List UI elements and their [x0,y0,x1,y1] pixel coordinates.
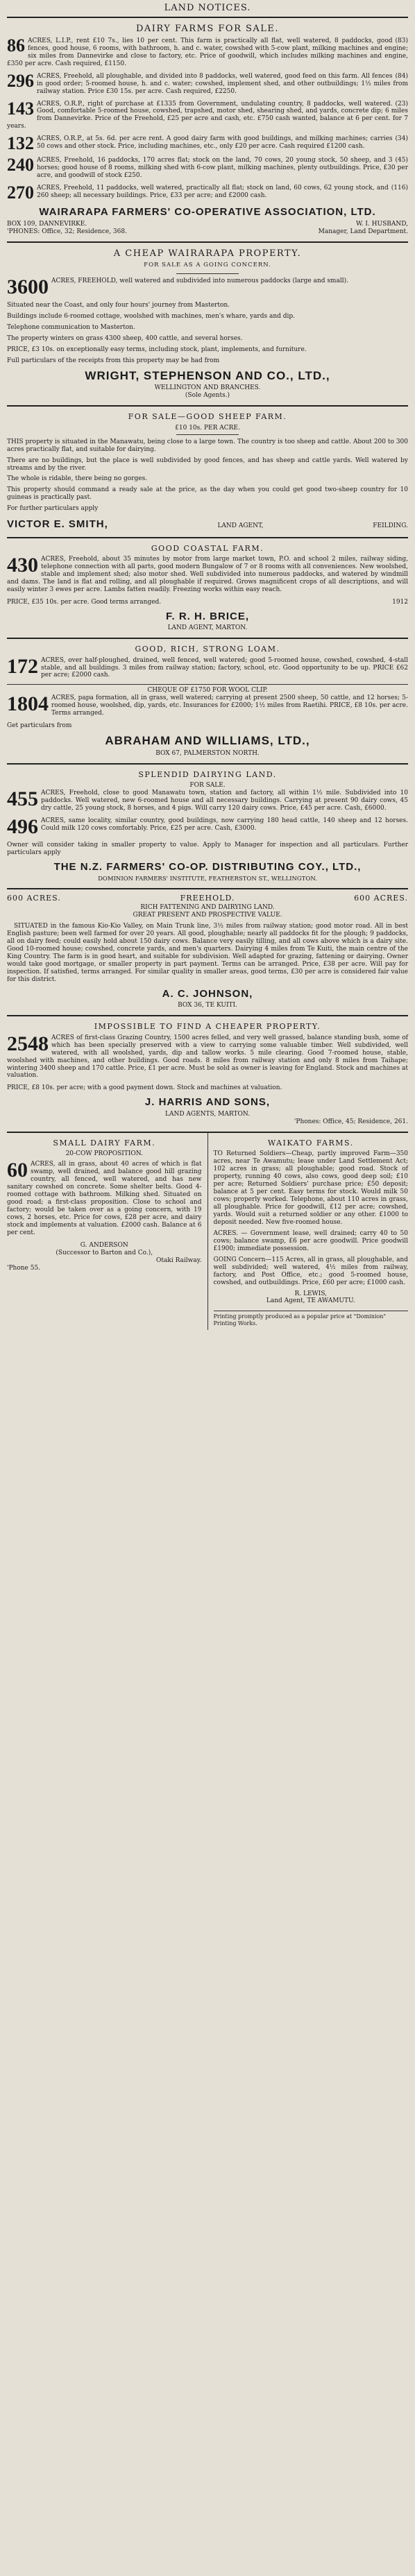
freehold-subheading: GREAT PRESENT AND PROSPECTIVE VALUE. [133,912,282,919]
paragraph: Buildings include 6-roomed cottage, woolshed with machines, men's whare, yards and dip. [7,312,296,320]
listing-text: ACRES, O.R.P., at 5s. 6d. per acre rent. A good dairy farm with good buildings, and milking machines; carries 50 cows and other stock. Price, including machines, etc., only £20 per acre. Cash required £1200 cash. [37,135,393,151]
sheep-subheading: £10 10s. PER ACRE. [175,424,240,432]
sheep-agent-title: LAND AGENT, [217,522,264,530]
paragraph: This property should command a ready sale at the price, as the day when you could get good two-sheep country for 10 guineas is practically past. [7,486,408,502]
paragraph: PRICE, £8 10s. per acre; with a good payment down. Stock and machines at valuation. [7,1084,282,1092]
rich-firm-name: ABRAHAM AND WILLIAMS, LTD., [105,734,310,748]
listing-text: ACRES, Freehold, about 35 minutes by motor from large market town, P.O. and school 2 miles, railway siding, telephone connection with all parts, good modern Bungalow of 7 or 8 rooms with all conveniences. New woolshed, stable and implement shed; also motor shed. Well subdivided into numerous paddocks, and watered by windmill and dams. The land is flat and rolling, and all ploughable if required. Grows magnificent crops of all descriptions, and will easily winter 3 ewes per acre. Lambs fatten readily. Freezing works within easy reach. [7,556,408,593]
listing-acres: 86 [7,35,25,56]
listing [7,275,408,298]
freehold-mid: FREEHOLD. [180,893,235,903]
freehold-box: BOX 36, TE KUITI. [178,1002,237,1009]
listing-text: ACRES, same locality, similar country, good buildings, now carrying 180 head cattle, 140 sheep and 12 horses. Could milk 120 cows comfortably. Price, £25 per acre. Cash, £3000. [41,817,408,833]
coastal-ref: 1912 [392,598,408,606]
waikato-firm-title: Land Agent, TE AWAMUTU. [266,1297,355,1305]
wairarapa-agents: (Sole Agents.) [185,392,230,400]
listing [7,817,408,837]
divider [176,273,239,274]
wairarapa-branch: WELLINGTON AND BRANCHES. [154,384,261,392]
listing-acres: 172 [7,654,38,678]
listing [7,157,408,180]
impossible-section [7,1015,408,1131]
listing-text: ACRES of first-class Grazing Country, 1500 acres felled, and very well grassed, balance standing bush, some of which has been specially preserved with a view to carrying some valuable timber. Well subdivided, well watered, with all woolshed, yards, dip and tallow works. 5 mile clearing. Good 7-roomed house, stable, woolshed with machines, and other buildings. Good roads. 8 miles from railway station and only 8 miles from Taihape; wintering 3400 sheep and 170 cattle. Price, £1 per acre. Must be sold as owner is leaving for England. Stock and machines at valuation. [7,1034,408,1080]
small-dairy-column [7,1133,208,1330]
wairarapa-section [7,241,408,406]
impossible-heading: IMPOSSIBLE TO FIND A CHEAPER PROPERTY. [94,1022,321,1032]
splendid-dairying-section [7,763,408,888]
small-dairy-phone: 'Phone 55. [7,1264,41,1272]
dairy-phones: 'PHONES: Office, 32; Residence, 368. [7,228,127,235]
listing [7,135,408,152]
dairy-heading: DAIRY FARMS FOR SALE. [135,23,280,34]
rich-box: BOX 67, PALMERSTON NORTH. [155,750,260,758]
listing [7,37,408,68]
listing [7,1161,202,1237]
paragraph: Telephone communication to Masterton. [7,323,135,331]
listing-acres: 240 [7,155,34,176]
small-dairy-town: Otaki Railway. [156,1256,202,1264]
listing-text: ACRES, papa formation, all in grass, well watered; carrying at present 2500 sheep, 50 cattle, and 12 horses; 5-roomed house, woolshed, dip, yards, etc. Insurances for £2000; 1½ miles from Raetihi. PRICE, £8 10s. per acre. Terms arranged. [51,694,408,717]
impossible-firm-title: LAND AGENTS, MARTON. [164,1110,250,1118]
coastal-price-row [7,599,408,606]
freehold-right: 600 ACRES. [354,893,408,903]
listing-ref: (45) [395,157,408,164]
sheep-signature [7,518,408,531]
sheep-agent: VICTOR E. SMITH, [7,518,108,531]
listing-text: ACRES, FREEHOLD, well watered and subdivided into numerous paddocks (large and small). [51,277,348,284]
small-dairy-heading: SMALL DAIRY FARM. [53,1138,156,1148]
waikato-heading: WAIKATO FARMS. [267,1138,354,1148]
freehold-firm-name: A. C. JOHNSON, [162,987,253,1000]
coastal-firm-name: F. R. H. BRICE, [165,610,249,622]
paragraph: ACRES. — Government lease, well drained; carry 40 to 50 cows; balance swamp, £6 per acre goodwill. Price goodwill £1900; immediate possession. [213,1229,408,1252]
listing [7,182,408,203]
listing-text: ACRES, all in grass, about 40 acres of which is flat swamp, well drained, and balance good hill grazing country, all fenced, well watered, and has new sanitary cowshed on concrete. Some shelter belts. Good 4-roomed cottage with bathroom. Milking shed. Situated on good road; a first-class proposition. Close to school and factory; would be taken over as a going concern, with 19 cows, 2 horses, etc. Price for cows, £28 per acre, and dairy stock and implements at valuation. £2000 cash. Balance at 6 per cent. [7,1161,202,1236]
listing-text: ACRES, Freehold, all ploughable, and divided into 8 paddocks, well watered, good feed on this farm. All fences in good order; 5-roomed house, h. and c. water; cowshed, implement shed, and other outbuildings; 1½ miles from railway station. Price £30 15s. per acre. Cash required, £2250. [37,72,408,95]
listing-acres: 296 [7,70,34,91]
paragraph: The whole is ridable, there being no gorges. [7,475,148,483]
listing-acres: 60 [7,1159,28,1182]
listing-acres: 430 [7,554,38,577]
sheep-heading: FOR SALE—GOOD SHEEP FARM. [128,412,287,422]
impossible-phones: 'Phones: Office, 45; Residence, 261. [294,1118,408,1125]
listing [7,98,408,131]
listing-text: ACRES, Freehold, 16 paddocks, 170 acres flat; stock on the land, 70 cows, 20 young stock, 50 sheep, and 3 horses; good house of 8 rooms, milking shed with 6-cow plant, milking machines, plenty outbuildings. Price, £30 per acre, and goodwill of stock £250. [37,157,408,180]
listing [7,1034,408,1080]
listing-acres: 496 [7,815,38,839]
dairy-firm-name: WAIRARAPA FARMERS' CO-OPERATIVE ASSOCIATION, LTD. [39,206,376,219]
divider [176,434,239,435]
paragraph: The property winters on grass 4300 sheep, 400 cattle, and several horses. [7,334,243,342]
classifieds-page [7,0,408,1330]
wairarapa-firm-name: WRIGHT, STEPHENSON AND CO., LTD., [85,368,330,382]
listing-text: ACRES, Freehold, close to good Manawatu town, station and factory, all within 1½ mile. Subdivided into 10 paddocks. Well watered, new 6-roomed house and all necessary buildings. Carrying at present 90 dairy cows, 45 dry cattle, 25 young stock, 8 horses, and 4 pigs. Will carry 120 dairy cows. Price, £45 per acre. Cash, £6000. [41,790,408,812]
paragraph: GOING Concern—115 Acres, all in grass, all ploughable, and well subdivided; well watered, 4½ miles from railway, factory, and Post Office, etc.; good 5-roomed house, cowshed, and outbuildings. Price, £60 per acre; £1000 cash. [213,1256,408,1286]
coastal-heading: GOOD COASTAL FARM. [151,543,264,553]
paragraph: TO Returned Soldiers—Cheap, partly improved Farm—350 acres, near Te Awamutu; lease under Land Settlement Act; 102 acres in grass; all ploughable; good road. Stock of property, running 40 cows, also cows, good deep soil; £10 per acre; Returned Soldiers' purchase price; £50 deposit; balance at 5 per cent. Easy terms for stock. Would milk 50 cows; properly worked. Telephone, about 110 acres in grass, all ploughable. Price for goodwill, £12 per acre; cowshed, yards. Would suit a returned soldier or any other. £1000 to deposit needed. New five-roomed house. [213,1150,408,1226]
dairy-manager: W. I. HUSBAND, [355,220,408,228]
paragraph: SITUATED in the famous Kio-Kio Valley, on Main Trunk line, 3½ miles from railway station; good motor road. All in best English pasture; been well farmed for over 20 years. All good, ploughable; nearly all paddocks fit for the plough; 9 paddocks, all on dairy feed; could easily hold about 150 dairy cows. Balance very easily tilling, and all cows above which is a dairy site. Good 10-roomed house; cowshed, concrete yards, and men's quarters. Dairying 4 miles from Te Kuiti, the main centre of the King Country. The farm is in good heart, and suitable for subdivision. Well adapted for grazing, fattening or dairying. Owner would take good mortgage, or smaller property in part payment. Terms can be arranged. Price, £38 per acre. Will pay for inspection. If satisfied, terms arranged. For similar quality in smaller areas, good terms, £30 per acre is considered fair value for this district. [7,923,408,983]
dairy-box: BOX 109, DANNEVIRKE. [7,220,87,228]
impossible-firm-name: J. HARRIS AND SONS, [144,1096,271,1109]
listing-acres: 143 [7,98,34,119]
freehold-left: 600 ACRES. [7,893,61,903]
dairy-firm-contacts [7,221,408,236]
splendid-heading: SPLENDID DAIRYING LAND. [138,769,277,779]
rich-heading: GOOD, RICH, STRONG LOAM. [135,645,280,654]
freehold-heading: RICH FATTENING AND DAIRYING LAND. [140,904,275,912]
listing [7,556,408,594]
listing-ref: (83) [395,37,408,44]
small-dairy-firm: G. ANDERSON [80,1241,128,1249]
sheep-agent-town: FEILDING. [373,522,408,530]
paragraph: THIS property is situated in the Manawatu, being close to a large town. The country is too sheep and cattle. About 200 to 300 acres practically flat, and suitable for dairying. [7,438,408,453]
listing-acres: 3600 [7,275,49,298]
masthead: LAND NOTICES. [164,3,251,13]
listing [7,654,408,680]
dairy-manager-title: Manager, Land Department. [318,228,408,235]
waikato-firm: R. LEWIS, [294,1290,328,1297]
freehold-heading-row [7,894,408,903]
rich-cheque-heading: CHEQUE OF £1750 FOR WOOL CLIP. [7,684,408,694]
listing-ref: (84) [395,72,408,80]
coastal-firm-title: LAND AGENT, MARTON. [167,624,248,632]
listing [7,787,408,812]
listing-ref: (34) [395,135,408,143]
listing-ref: (23) [395,100,408,108]
listing-text: ACRES, O.R.P., right of purchase at £1335 from Government, undulating country, 8 paddocks, well watered. Good, comfortable 5-roomed house, cowshed, trapshed, motor shed, shearing shed, and yards, concrete dip; 6 miles from Dannevirke. Price of the Freehold, £25 per acre and cash, etc. £750 cash wanted, balance at 6 per cent. for 7 years. [7,100,408,130]
small-dairy-firm-title: (Successor to Barton and Co.), [56,1249,153,1256]
paragraph: PRICE, £3 10s. on exceptionally easy terms, including stock, plant, implements, and furniture. [7,346,307,353]
printing-notice: Printing promptly produced as a popular price at "Dominion" Printing Works. [214,1311,409,1327]
listing-acres: 270 [7,182,34,203]
splendid-branch: DOMINION FARMERS' INSTITUTE, FEATHERSTON ST., WELLINGTON. [98,875,317,882]
paragraph: For further particulars apply [7,505,99,513]
wairarapa-heading: A CHEAP WAIRARAPA PROPERTY. [113,248,302,259]
paragraph: Get particulars from [7,722,72,730]
listing-text: ACRES, over half-ploughed, drained, well fenced, well watered; good 5-roomed house, cowshed, cowshed, 4-stall stable, and all buildings. 3 miles from railway station; factory, school, etc. Good opportunity to be up. PRICE £62 per acre; £2000 cash. [41,656,408,679]
listing [7,694,408,717]
waikato-column [208,1133,409,1330]
listing-acres: 1804 [7,692,49,716]
small-dairy-subheading: 20-COW PROPOSITION. [65,1150,143,1158]
coastal-farm-section [7,537,408,638]
listing-acres: 2548 [7,1032,49,1055]
paragraph: Owner will consider taking in smaller property to value. Apply to Manager for inspection and all particulars. Further particulars apply [7,842,408,857]
splendid-firm-name: THE N.Z. FARMERS' CO-OP. DISTRIBUTING COY., LTD., [53,861,362,873]
paragraph: There are no buildings, but the place is well subdivided by good fences, and has sheep and cattle yards. Well watered by streams and by the river. [7,457,408,472]
listing-text: ACRES, L.I.P., rent £10 7s., lies 10 per cent. This farm is practically all flat, well watered, 8 paddocks, good fences, good house, 6 rooms, with bathroom, h. and c. water, cowshed with 5-cow plant, milking machines and engine; six miles from Dannevirke and close to factory, etc. Price of goodwill, which includes milking machines and engine, £350 per acre. Cash required, £1150. [7,37,408,67]
paragraph: Full particulars of the receipts from this property may be had from [7,357,220,364]
listing-ref: (116) [391,185,408,192]
dairy-farms-section [7,17,408,241]
listing-text: ACRES, Freehold, 11 paddocks, well watered, practically all flat; stock on land, 60 cows, 62 young stock, and 260 sheep; all necessary buildings. Price, £33 per acre; and £2000 cash. [37,185,389,200]
coastal-price: PRICE, £35 10s. per acre. Good terms arranged. [7,598,162,606]
splendid-subheading: FOR SALE. [189,782,226,790]
bottom-columns [7,1132,408,1330]
paragraph: Situated near the Coast, and only four hours' journey from Masterton. [7,301,230,309]
listing-acres: 455 [7,787,38,811]
sheep-farm-section [7,405,408,536]
freehold-section [7,888,408,1015]
listing-acres: 132 [7,133,34,154]
wairarapa-subheading: FOR SALE AS A GOING CONCERN. [144,262,271,269]
rich-loam-section [7,638,408,763]
listing [7,70,408,96]
